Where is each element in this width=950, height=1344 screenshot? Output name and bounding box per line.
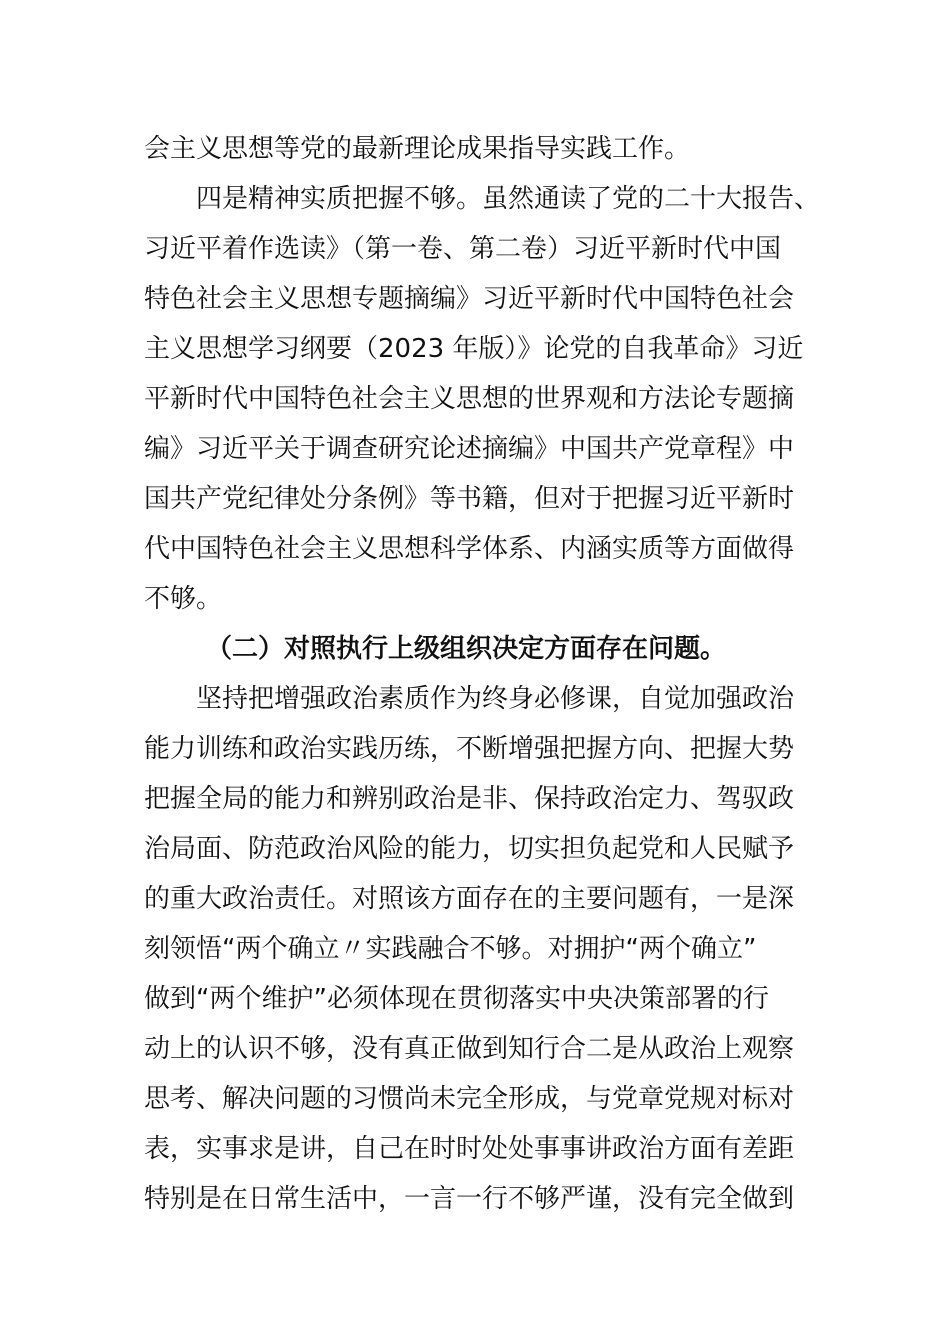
- text-line: 代中国特色社会主义思想科学体系、内涵实质等方面做得: [144, 534, 795, 564]
- text-line: 把握全局的能力和辨别政治是非、保持政治定力、驾驭政: [144, 784, 795, 814]
- text-line: 能力训练和政治实践历练，不断增强把握方向、把握大势: [144, 734, 795, 764]
- text-line: 做到“两个维护”必须体现在贯彻落实中央决策部署的行: [144, 984, 769, 1014]
- text-line: 特别是在日常生活中，一言一行不够严谨，没有完全做到: [144, 1184, 795, 1214]
- paragraph-start-line: 四是精神实质把握不够。虽然通读了党的二十大报告、: [196, 184, 821, 214]
- section-heading: （二）对照执行上级组织决定方面存在问题。: [206, 634, 727, 664]
- text-line: 国共产党纪律处分条例》等书籍，但对于把握习近平新时: [144, 484, 795, 514]
- text-line: 会主义思想等党的最新理论成果指导实践工作。: [144, 134, 691, 164]
- text-line: 编》习近平关于调查研究论述摘编》中国共产党章程》中: [144, 434, 795, 464]
- text-line: 主义思想学习纲要（2023 年版）》论党的自我革命》习近: [144, 334, 804, 364]
- body-text: [144, 124, 824, 1224]
- text-line: 表，实事求是讲，自己在时时处处事事讲政治方面有差距: [144, 1134, 795, 1164]
- text-line: 平新时代中国特色社会主义思想的世界观和方法论专题摘: [144, 384, 795, 414]
- text-line: 刻领悟“两个确立〃实践融合不够。对拥护“两个确立”: [144, 934, 757, 964]
- text-line: 的重大政治责任。对照该方面存在的主要问题有，一是深: [144, 884, 795, 914]
- text-line: 动上的认识不够，没有真正做到知行合二是从政治上观察: [144, 1034, 795, 1064]
- text-line: 治局面、防范政治风险的能力，切实担负起党和人民赋予: [144, 834, 795, 864]
- paragraph-start-line: 坚持把增强政治素质作为终身必修课，自觉加强政治: [196, 684, 795, 714]
- text-line: 思考、解决问题的习惯尚未完全形成，与党章党规对标对: [144, 1084, 795, 1114]
- text-line: 不够。: [144, 584, 223, 614]
- text-line: 特色社会主义思想专题摘编》习近平新时代中国特色社会: [144, 284, 795, 314]
- text-line: 习近平着作选读》（第一卷、第二卷）习近平新时代中国: [144, 234, 782, 264]
